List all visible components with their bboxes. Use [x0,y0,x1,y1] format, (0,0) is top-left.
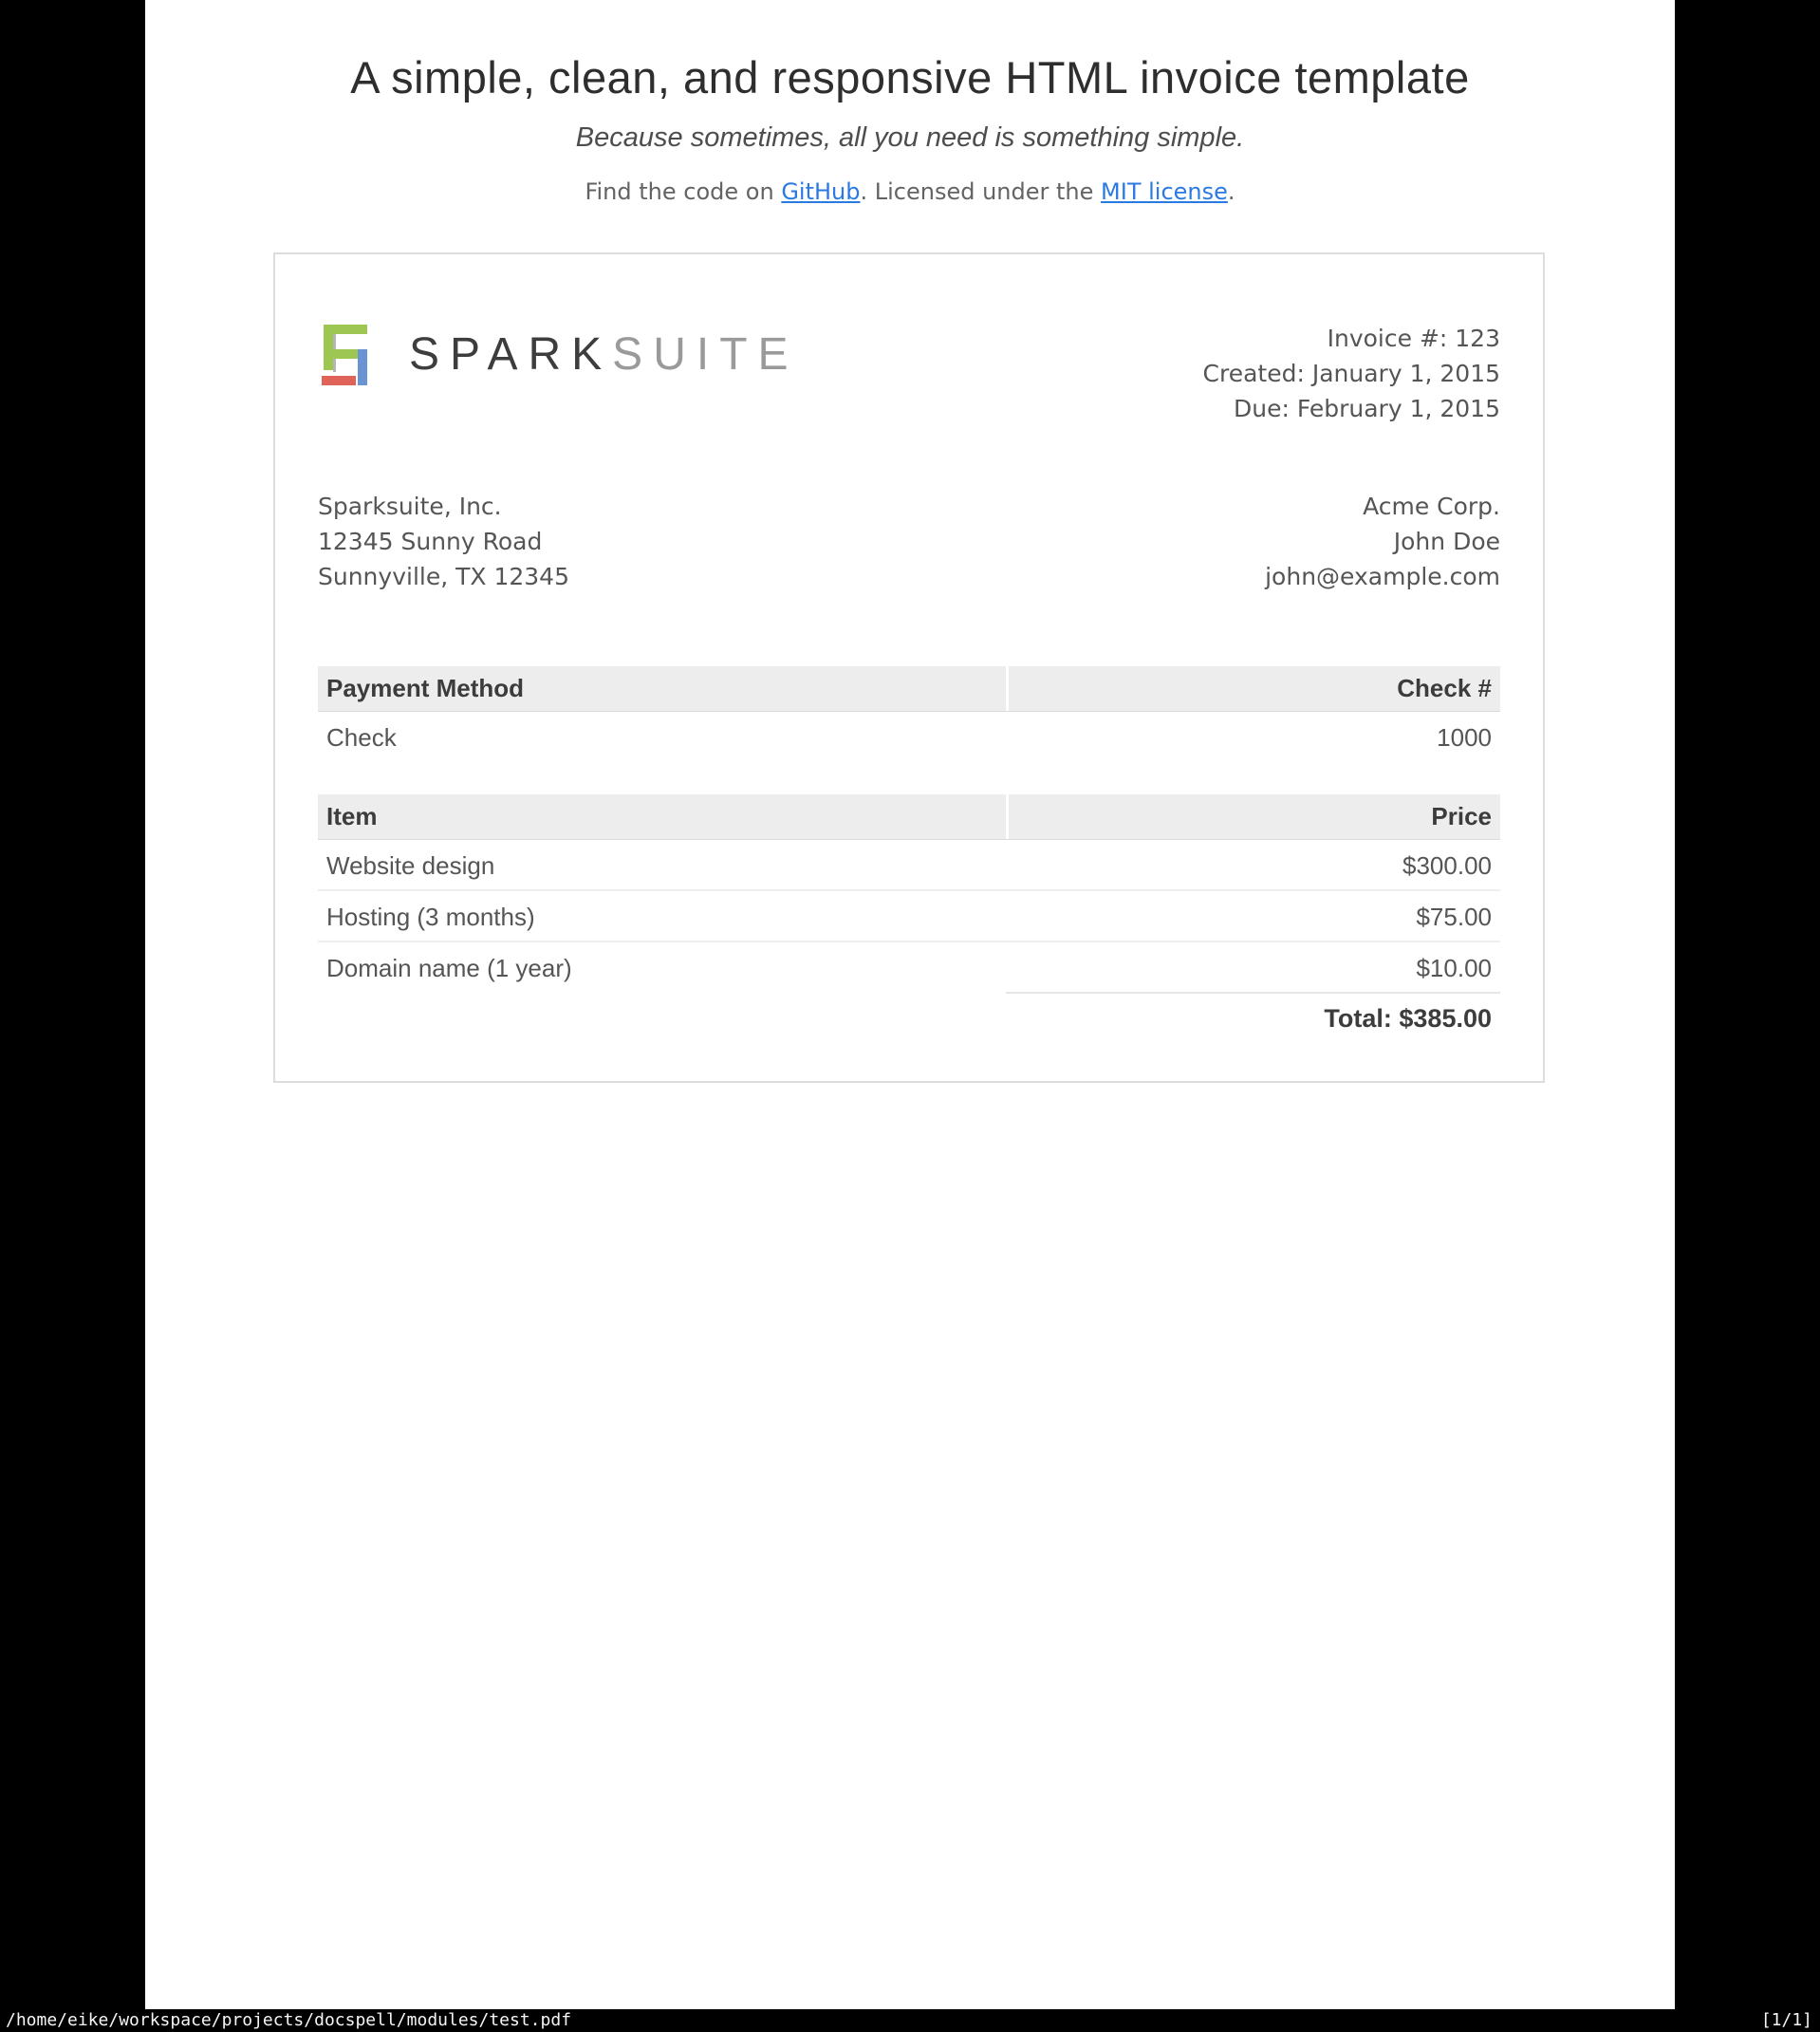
item-price: $10.00 [1416,954,1492,982]
item-row [318,891,1500,942]
company-logo [318,321,799,389]
page-title: A simple, clean, and responsive HTML invoice template [350,52,1470,103]
mit-license-link[interactable]: MIT license [1101,178,1228,205]
invoice-number: Invoice #: 123 [1327,325,1500,352]
items-table-header [318,794,1500,840]
total-row [318,992,1500,1032]
statusbar-file-path: /home/eike/workspace/projects/docspell/modules/test.pdf [6,2010,572,2030]
logo-word-primary: SPARK [409,329,613,380]
invoice-created-date: Created: January 1, 2015 [1202,360,1500,387]
links-line [145,178,1675,205]
item-row [318,942,1500,992]
to-name: John Doe [1393,528,1500,555]
from-city: Sunnyville, TX 12345 [318,563,569,590]
payment-method-header: Payment Method [318,666,1006,711]
payment-table-row [318,712,1500,781]
price-header: Price [1009,794,1500,839]
address-from [318,489,569,594]
sparksuite-spiral-s-icon [318,321,381,389]
payment-table-header [318,666,1500,712]
github-link[interactable]: GitHub [781,178,861,205]
invoice-meta [1203,321,1500,426]
payment-method-value: Check [326,723,397,752]
logo-wordmark [409,329,799,380]
to-company: Acme Corp. [1363,493,1500,520]
invoice-total: Total: $385.00 [1006,992,1500,1032]
item-row [318,840,1500,891]
check-number-header: Check # [1009,666,1500,711]
links-line-suffix: . [1227,178,1235,205]
viewer-statusbar [0,2009,1820,2032]
invoice-card [273,252,1545,1083]
from-street: 12345 Sunny Road [318,528,543,555]
item-header: Item [318,794,1006,839]
links-line-middle: . Licensed under the [860,178,1102,205]
links-line-prefix: Find the code on [585,178,782,205]
pdf-page [145,0,1675,2009]
logo-word-secondary: SUITE [612,329,799,380]
invoice-due-date: Due: February 1, 2015 [1234,395,1500,422]
payment-table [318,666,1500,781]
page-subtitle: Because sometimes, all you need is something simple. [575,122,1245,153]
item-price: $300.00 [1402,851,1492,880]
address-section [318,489,1500,594]
item-name: Hosting (3 months) [326,903,535,931]
statusbar-page-indicator: [1/1] [1760,2010,1812,2030]
items-table [318,794,1500,1032]
item-name: Domain name (1 year) [326,954,572,982]
address-to [1265,489,1500,594]
invoice-top-section [318,321,1500,426]
item-price: $75.00 [1416,903,1492,931]
check-number-value: 1000 [1437,723,1492,752]
to-email: john@example.com [1265,563,1500,590]
item-name: Website design [326,851,495,880]
from-company: Sparksuite, Inc. [318,493,502,520]
